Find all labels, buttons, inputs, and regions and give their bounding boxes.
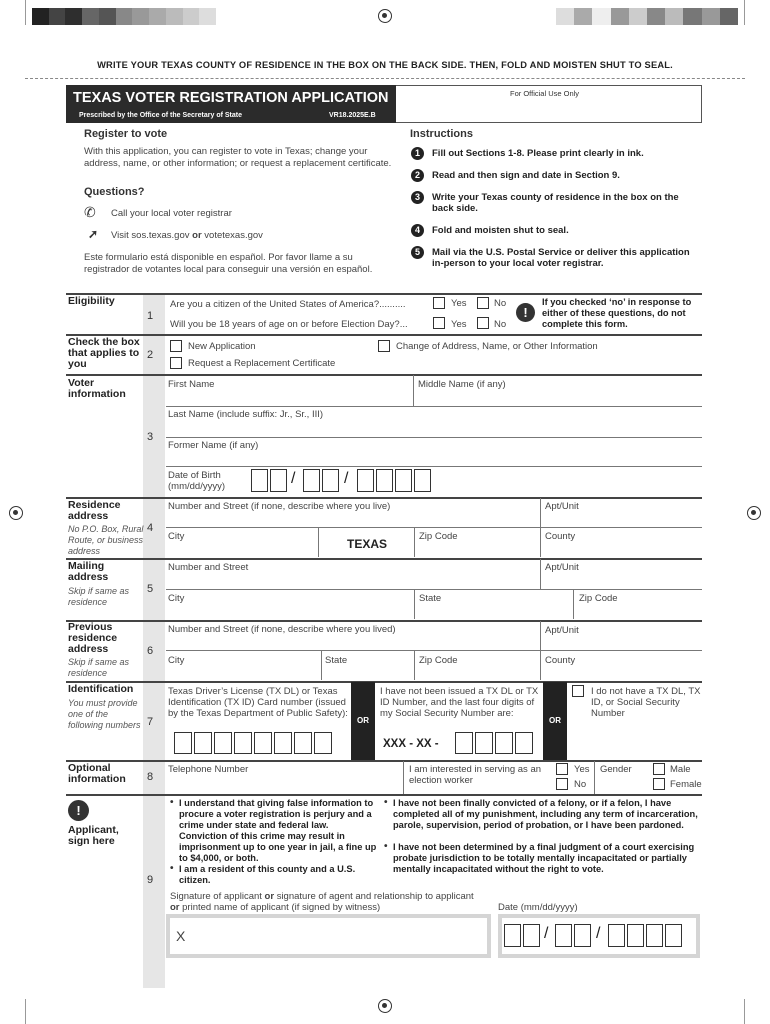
- ssn-digit-box[interactable]: [495, 732, 513, 754]
- residence-zip-label: Zip Code: [419, 531, 458, 542]
- no-id-checkbox[interactable]: [572, 685, 584, 697]
- divider: [318, 527, 319, 557]
- no-id-label: I do not have a TX DL, TX ID, or Social Security Number: [591, 686, 701, 719]
- section-8-number: 8: [147, 771, 154, 783]
- citizen-question: Are you a citizen of the United States of America?..........: [170, 299, 406, 310]
- registration-target-icon: [378, 9, 392, 23]
- instructions-heading: Instructions: [410, 128, 473, 140]
- replacement-label: Request a Replacement Certificate: [188, 358, 336, 369]
- citizen-yes-checkbox[interactable]: [433, 297, 445, 309]
- warning-icon: !: [68, 800, 89, 821]
- arrow-icon: ➚: [88, 227, 99, 241]
- step-number: 1: [411, 147, 424, 160]
- first-name-field[interactable]: [166, 376, 413, 406]
- change-info-label: Change of Address, Name, or Other Information: [396, 341, 598, 352]
- fold-line: [25, 78, 745, 79]
- section-2-title: Check the box that applies to you: [68, 336, 140, 370]
- citizen-no-checkbox[interactable]: [477, 297, 489, 309]
- call-registrar-text: Call your local voter registrar: [111, 208, 232, 219]
- residence-state-value: TEXAS: [347, 537, 388, 551]
- crop-mark: [25, 0, 26, 25]
- election-worker-label: I am interested in serving as an election worker: [409, 764, 542, 786]
- divider: [594, 761, 595, 794]
- official-use-label: For Official Use Only: [510, 89, 580, 98]
- dob-digit-box[interactable]: [357, 469, 374, 492]
- dl-digit-box[interactable]: [314, 732, 332, 754]
- crop-mark: [25, 999, 26, 1024]
- previous-county-field[interactable]: [541, 651, 702, 680]
- declaration-felony: I have not been finally convicted of a felony, or if a felon, I have completed all of my punishment, including any term of incarceration, parole, supervision, period of probation, or I have been pardoned.: [393, 798, 698, 830]
- sign-date-digit-box[interactable]: [504, 924, 521, 947]
- divider: [66, 794, 702, 796]
- sign-date-digit-box[interactable]: [627, 924, 644, 947]
- age-no-label: No: [494, 319, 507, 330]
- spanish-note: Este formulario está disponible en español. Por favor llame a su registrador de votantes local para conseguir una versión en español.: [84, 252, 373, 275]
- warning-icon: !: [516, 303, 535, 322]
- ssn-label: I have not been issued a TX DL or TX ID Number, and the last four digits of my Social Security Number are:: [380, 686, 539, 719]
- mailing-state-label: State: [419, 593, 442, 604]
- change-info-checkbox[interactable]: [378, 340, 390, 352]
- date-label: Date (mm/dd/yyyy): [498, 902, 578, 913]
- male-checkbox[interactable]: [653, 763, 665, 775]
- section-6-subtitle: Skip if same as residence: [68, 657, 130, 678]
- signature-label-part: Signature of applicant: [170, 891, 262, 902]
- registration-target-icon: [747, 506, 761, 520]
- new-application-label: New Application: [188, 341, 256, 352]
- previous-county-label: County: [545, 655, 576, 666]
- section-7-title: Identification: [68, 683, 134, 695]
- dob-digit-box[interactable]: [270, 469, 287, 492]
- color-calibration-bar-right: [556, 8, 738, 25]
- visit-website-text: [111, 230, 263, 241]
- previous-street-label: Number and Street (if none, describe where you lived): [168, 624, 396, 635]
- female-checkbox[interactable]: [653, 778, 665, 790]
- previous-state-label: State: [325, 655, 348, 666]
- sign-date-digit-box[interactable]: [646, 924, 663, 947]
- dob-digit-box[interactable]: [322, 469, 339, 492]
- mailing-street-field[interactable]: [166, 560, 540, 588]
- previous-city-label: City: [168, 655, 185, 666]
- form-title: TEXAS VOTER REGISTRATION APPLICATION: [73, 90, 389, 106]
- instruction-step-3: Write your Texas county of residence in the box on the back side.: [432, 192, 679, 214]
- register-text: With this application, you can register to vote in Texas; change your address, name, or other information; or request a replacement certificate.: [84, 146, 392, 169]
- sign-date-digit-box[interactable]: [574, 924, 591, 947]
- ssn-digit-box[interactable]: [515, 732, 533, 754]
- sign-date-digit-box[interactable]: [523, 924, 540, 947]
- sign-date-digit-box[interactable]: [608, 924, 625, 947]
- section-4-number: 4: [147, 522, 154, 534]
- section-2-number: 2: [147, 349, 154, 361]
- male-label: Male: [670, 764, 691, 775]
- previous-city-field[interactable]: [166, 651, 321, 680]
- drivers-license-label: Texas Driver’s License (TX DL) or Texas Identification (TX ID) Card number (issued by the Texas Department of Public Safety):: [168, 686, 348, 719]
- dob-digit-box[interactable]: [303, 469, 320, 492]
- residence-street-label: Number and Street (if none, describe where you live): [168, 501, 391, 512]
- dob-digit-box[interactable]: [414, 469, 431, 492]
- age-question: Will you be 18 years of age on or before Election Day?...: [170, 319, 408, 330]
- age-yes-checkbox[interactable]: [433, 317, 445, 329]
- dob-digit-box[interactable]: [376, 469, 393, 492]
- previous-apt-field[interactable]: [541, 622, 702, 650]
- replacement-checkbox[interactable]: [170, 357, 182, 369]
- section-1-title: Eligibility: [68, 295, 115, 307]
- divider: [166, 466, 702, 467]
- registration-target-icon: [9, 506, 23, 520]
- residence-apt-field[interactable]: [541, 499, 702, 527]
- bullet-dot: •: [384, 797, 388, 808]
- registration-target-icon: [378, 999, 392, 1013]
- mailing-zip-field[interactable]: [574, 590, 702, 619]
- section-9-title: Applicant, sign here: [68, 824, 119, 847]
- dob-digit-box[interactable]: [251, 469, 268, 492]
- mailing-zip-label: Zip Code: [579, 593, 618, 604]
- register-heading: Register to vote: [84, 128, 168, 140]
- section-6-number: 6: [147, 645, 154, 657]
- residence-zip-field[interactable]: [415, 528, 540, 557]
- section-3-number: 3: [147, 431, 154, 443]
- former-name-field[interactable]: [166, 438, 702, 466]
- or-badge: OR: [351, 682, 375, 760]
- signature-or: or: [170, 902, 180, 913]
- visit-sos-link[interactable]: Visit sos.texas.gov: [111, 230, 190, 241]
- section-4-title: Residence address: [68, 499, 121, 522]
- date-slash: /: [544, 925, 549, 942]
- telephone-label: Telephone Number: [168, 764, 249, 775]
- previous-state-field[interactable]: [322, 651, 414, 680]
- section-5-title: Mailing address: [68, 560, 109, 583]
- dl-digit-box[interactable]: [254, 732, 272, 754]
- ssn-digit-box[interactable]: [455, 732, 473, 754]
- sign-date-digit-box[interactable]: [665, 924, 682, 947]
- last-name-field[interactable]: [166, 407, 702, 437]
- age-no-checkbox[interactable]: [477, 317, 489, 329]
- residence-county-label: County: [545, 531, 576, 542]
- middle-name-label: Middle Name (if any): [418, 379, 506, 390]
- phone-icon: ✆: [84, 204, 96, 220]
- bullet-dot: •: [170, 863, 174, 874]
- dl-digit-box[interactable]: [294, 732, 312, 754]
- instruction-step-2: Read and then sign and date in Section 9.: [432, 170, 620, 181]
- election-worker-yes-checkbox[interactable]: [556, 763, 568, 775]
- section-7-number: 7: [147, 716, 154, 728]
- questions-heading: Questions?: [84, 186, 145, 198]
- signature-label: [170, 891, 480, 913]
- telephone-field[interactable]: [166, 762, 403, 793]
- visit-or: or: [192, 230, 202, 241]
- section-9-number: 9: [147, 874, 154, 886]
- form-number: VR18.2025E.B: [329, 112, 376, 119]
- signature-label-part: signature of agent and relationship to applicant: [276, 891, 474, 902]
- residence-city-field[interactable]: [166, 528, 318, 557]
- first-name-label: First Name: [168, 379, 215, 390]
- step-number: 3: [411, 191, 424, 204]
- signature-label-part: printed name of applicant (if signed by witness): [182, 902, 381, 913]
- section-1-number: 1: [147, 310, 154, 322]
- previous-apt-label: Apt/Unit: [545, 625, 579, 636]
- female-label: Female: [670, 779, 702, 790]
- crop-mark: [744, 999, 745, 1024]
- section-7-subtitle: You must provide one of the following numbers: [68, 698, 141, 730]
- sign-date-digit-box[interactable]: [555, 924, 572, 947]
- section-4-subtitle: No P.O. Box, Rural Route, or business address: [68, 524, 144, 556]
- ssn-digit-box[interactable]: [475, 732, 493, 754]
- previous-street-field[interactable]: [166, 622, 540, 650]
- declaration-mental-capacity: I have not been determined by a final judgment of a court exercising probate jurisdiction to be totally mentally incapacitated or partially mentally incapacitated without the right to vote.: [393, 842, 695, 874]
- divider: [403, 761, 404, 794]
- dob-slash: /: [344, 470, 349, 487]
- dob-digit-box[interactable]: [395, 469, 412, 492]
- declaration-resident: I am a resident of this county and a U.S. citizen.: [179, 864, 356, 885]
- citizen-no-label: No: [494, 298, 507, 309]
- visit-votetexas-link[interactable]: votetexas.gov: [204, 230, 263, 241]
- step-number: 5: [411, 246, 424, 259]
- mailing-street-label: Number and Street: [168, 562, 249, 573]
- divider: [66, 681, 702, 683]
- crop-mark: [744, 0, 745, 25]
- header-note: WRITE YOUR TEXAS COUNTY OF RESIDENCE IN THE BOX ON THE BACK SIDE. THEN, FOLD AND MOISTEN SHUT TO SEAL.: [97, 60, 673, 70]
- mailing-city-label: City: [168, 593, 185, 604]
- step-number: 2: [411, 169, 424, 182]
- dl-digit-box[interactable]: [274, 732, 292, 754]
- dob-slash: /: [291, 470, 296, 487]
- step-number: 4: [411, 224, 424, 237]
- divider: [66, 293, 702, 295]
- last-name-label: Last Name (include suffix: Jr., Sr., III): [168, 409, 324, 420]
- bullet-dot: •: [384, 841, 388, 852]
- election-worker-yes-label: Yes: [574, 764, 590, 775]
- age-yes-label: Yes: [451, 319, 467, 330]
- prescribed-by: Prescribed by the Office of the Secretary of State: [79, 112, 242, 119]
- election-worker-no-checkbox[interactable]: [556, 778, 568, 790]
- mailing-state-field[interactable]: [415, 590, 573, 619]
- section-6-title: Previous residence address: [68, 621, 118, 655]
- declaration-perjury: I understand that giving false information to procure a voter registration is perjury and a crime under state and federal law. Conviction of this crime may result in imprisonment up to one year in jail, a fine up to $4,000, or both.: [179, 798, 377, 863]
- new-application-checkbox[interactable]: [170, 340, 182, 352]
- former-name-label: Former Name (if any): [168, 440, 259, 451]
- dl-digit-box[interactable]: [174, 732, 192, 754]
- mailing-apt-label: Apt/Unit: [545, 562, 579, 573]
- ssn-mask: XXX - XX -: [383, 738, 439, 750]
- previous-zip-label: Zip Code: [419, 655, 458, 666]
- residence-apt-label: Apt/Unit: [545, 501, 579, 512]
- middle-name-field[interactable]: [414, 376, 702, 406]
- section-5-number: 5: [147, 583, 154, 595]
- gender-label: Gender: [600, 764, 632, 775]
- dl-digit-box[interactable]: [194, 732, 212, 754]
- dob-label: Date of Birth (mm/dd/yyyy): [168, 470, 225, 492]
- residence-street-field[interactable]: [166, 499, 540, 527]
- mailing-city-field[interactable]: [166, 590, 414, 619]
- bullet-dot: •: [170, 797, 174, 808]
- instruction-step-1: Fill out Sections 1-8. Please print clearly in ink.: [432, 148, 644, 159]
- section-3-title: Voter information: [68, 377, 126, 400]
- mailing-apt-field[interactable]: [541, 560, 702, 588]
- signature-or: or: [264, 891, 275, 902]
- election-worker-no-label: No: [574, 779, 587, 790]
- section-5-subtitle: Skip if same as residence: [68, 586, 130, 607]
- dl-digit-box[interactable]: [234, 732, 252, 754]
- dl-digit-box[interactable]: [214, 732, 232, 754]
- previous-zip-field[interactable]: [415, 651, 540, 680]
- instruction-step-5: Mail via the U.S. Postal Service or deliver this application in-person to your local voter registrar.: [432, 247, 690, 269]
- citizen-yes-label: Yes: [451, 298, 467, 309]
- eligibility-note: If you checked ‘no’ in response to either of these questions, do not complete this form.: [542, 297, 692, 329]
- divider: [66, 334, 702, 336]
- residence-city-label: City: [168, 531, 185, 542]
- residence-county-field[interactable]: [541, 528, 702, 557]
- or-badge: OR: [543, 682, 567, 760]
- date-slash: /: [596, 925, 601, 942]
- signature-x-mark: X: [176, 928, 186, 944]
- section-8-title: Optional information: [68, 762, 126, 785]
- instruction-step-4: Fold and moisten shut to seal.: [432, 225, 569, 236]
- signature-field[interactable]: [166, 914, 491, 958]
- color-calibration-bar-left: [32, 8, 216, 25]
